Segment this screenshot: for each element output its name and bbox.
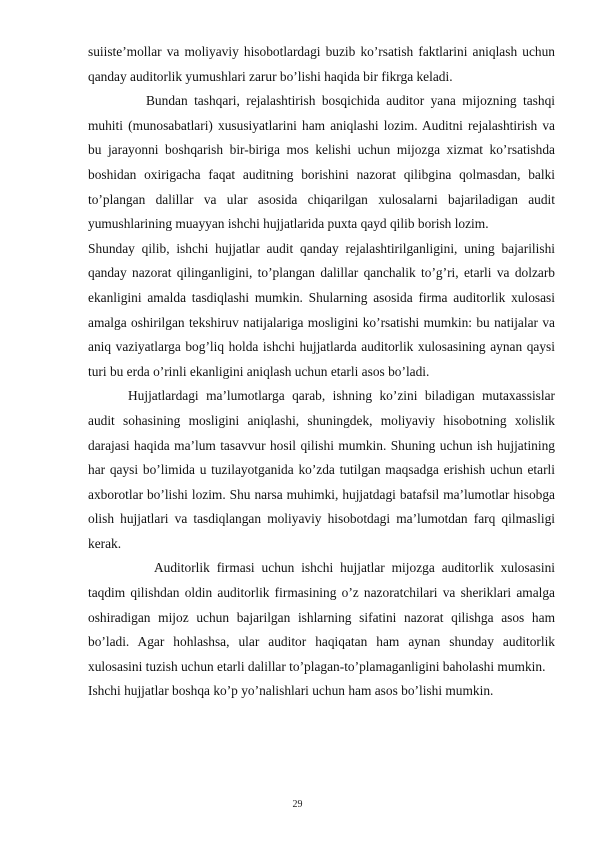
paragraph-continuation: suiiste’mollar va moliyaviy hisobotlardagi buzib ko’rsatish faktlarini aniqlash uchun qanday auditorlik yumushlari zarur bo’lishi haqida bir fikrga keladi.: [88, 44, 555, 84]
paragraph-planning-environment: Bundan tashqari, rejalashtirish bosqichida auditor yana mijozning tashqi muhiti (munosabatlari) xususiyatlarini ham aniqlashi lozim. Auditni rejalashtirish va bu jarayonni boshqarish bir-biriga mos kelishi uchun mijozga xizmat ko’rsatishda boshidan oxirigacha faqat auditning borishini nazorat qilibgina qolmasdan, balki to’plangan dalillar va ular asosida chiqarilgan xulosalarni bajariladigan audit yumushlarining muayyan ishchi hujjatlarida puxta qayd qilib borish lozim.: [88, 93, 555, 232]
paragraph-working-papers-confirm: Shunday qilib, ishchi hujjatlar audit qanday rejalashtirilganligini, uning bajarilishi qanday nazorat qilinganligini, to’plangan dalillar qanchalik to’g’ri, etarli va dolzarb ekanligini amalda tasdiqlashi mumkin. Shularning asosida firma auditorlik xulosasi amalga oshirilgan tekshiruv natijalariga mosligini ko’rsatishi mumkin: bu natijalar va aniq vaziyatlarga bog’liq holda ishchi hujjatlarda auditorlik xulosasining aynan qaysi turi bu erda o’rinli ekanligini aniqlash uchun etarli asos bo’ladi.: [88, 240, 555, 379]
paragraph-quality-control: Auditorlik firmasi uchun ishchi hujjatlar mijozga auditorlik xulosasini taqdim qilishdan oldin auditorlik firmasining o’z nazoratchilari va sheriklari amalga oshiradigan mijoz uchun bajarilgan ishlarning sifatini nazorat qilishga asos ham bo’ladi. Agar hohlashsa, ular auditor haqiqatan ham aynan shunday auditorlik xulosasini tuzish uchun etarli dalillar to’plagan-to’plamaganligini baholashi mumkin.: [88, 560, 555, 674]
document-page: [88, 40, 555, 704]
paragraph-document-information: Hujjatlardagi ma’lumotlarga qarab, ishning ko’zini biladigan mutaxassislar audit sohasining mosligini aniqlashi, shuningdek, moliyaviy hisobotning xolislik darajasi haqida ma’lum tasavvur hosil qilishi mumkin. Shuning uchun ish hujjatining har qaysi bo’limida u tuzilayotganida ko’zda tutilgan maqsadga erishish uchun etarli axborotlar bo’lishi lozim. Shu narsa muhimki, hujjatdagi batafsil ma’lumotlar hisobga olish hujjatlari va tasdiqlangan moliyaviy hisobotdagi ma’lumotdan farq qilmasligi kerak.: [88, 388, 555, 551]
page-number: 29: [292, 799, 303, 810]
paragraph-other-directions: Ishchi hujjatlar boshqa ko’p yo’nalishlari uchun ham asos bo’lishi mumkin.: [88, 683, 494, 699]
